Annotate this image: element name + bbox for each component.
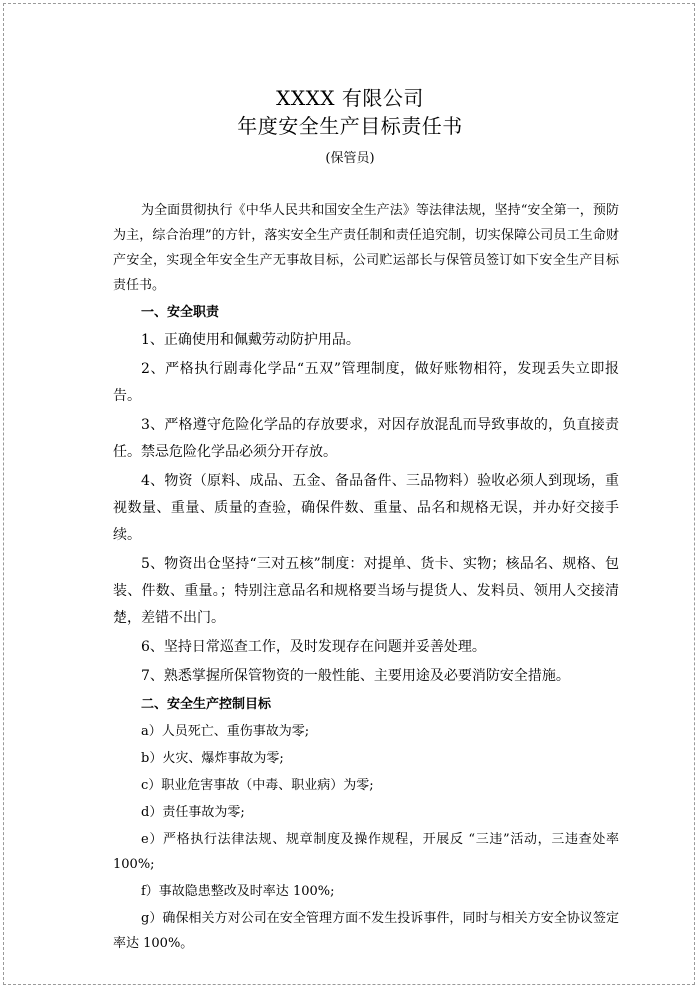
target-item: e）严格执行法律法规、规章制度及操作规程，开展反 “三违”活动，三违查处率100%; [113,832,619,872]
duty-item: 4、物资（原料、成品、五金、备品备件、三品物料）验收必须人到现场，重视数量、重量、质量的查验，确保件数、重量、品名和规格无误，并办好交接手续。 [113,473,619,543]
section-heading-targets: 二、安全生产控制目标 [141,697,272,712]
duty-item: 3、严格遵守危险化学品的存放要求，对因存放混乱而导致事故的，负直接责任。禁忌危险化学品必须分开存放。 [113,417,619,460]
document-subtitle: (保管员) [325,151,375,166]
intro-paragraph: 为全面贯彻执行《中华人民共和国安全生产法》等法律法规，坚持“安全第一，预防为主，综合治理”的方针，落实安全生产责任制和责任追究制，切实保障公司员工生命财产安全，实现全年安全生产无事故目标，公司贮运部长与保管员签订如下安全生产目标责任书。 [113,203,619,293]
company-title: XXXX 有限公司 [276,86,424,110]
duty-item: 6、坚持日常巡查工作，及时发现存在问题并妥善处理。 [141,639,486,655]
duty-item: 1、正确使用和佩戴劳动防护用品。 [141,332,360,348]
duty-item: 2、严格执行剧毒化学品“五双”管理制度，做好账物相符，发现丢失立即报告。 [113,361,619,404]
document-title: 年度安全生产目标责任书 [237,114,463,138]
document-body [113,198,619,956]
target-item: b）火灾、爆炸事故为零; [141,751,284,766]
target-item: g）确保相关方对公司在安全管理方面不发生投诉事件，同时与相关方安全协议签定率达 100%。 [113,911,619,951]
target-item: c）职业危害事故（中毒、职业病）为零; [141,778,374,793]
target-item: d）责任事故为零; [141,805,245,820]
section-heading-duties: 一、安全职责 [141,305,220,320]
duty-item: 7、熟悉掌握所保管物资的一般性能、主要用途及必要消防安全措施。 [141,668,570,684]
target-item: f）事故隐患整改及时率达 100%; [141,884,335,899]
target-item: a）人员死亡、重伤事故为零; [141,724,310,739]
duty-item: 5、物资出仓坚持“三对五核”制度：对提单、货卡、实物；核品名、规格、包装、件数、重量。；特别注意品名和规格要当场与提货人、发料员、领用人交接清楚，差错不出门。 [113,556,619,626]
